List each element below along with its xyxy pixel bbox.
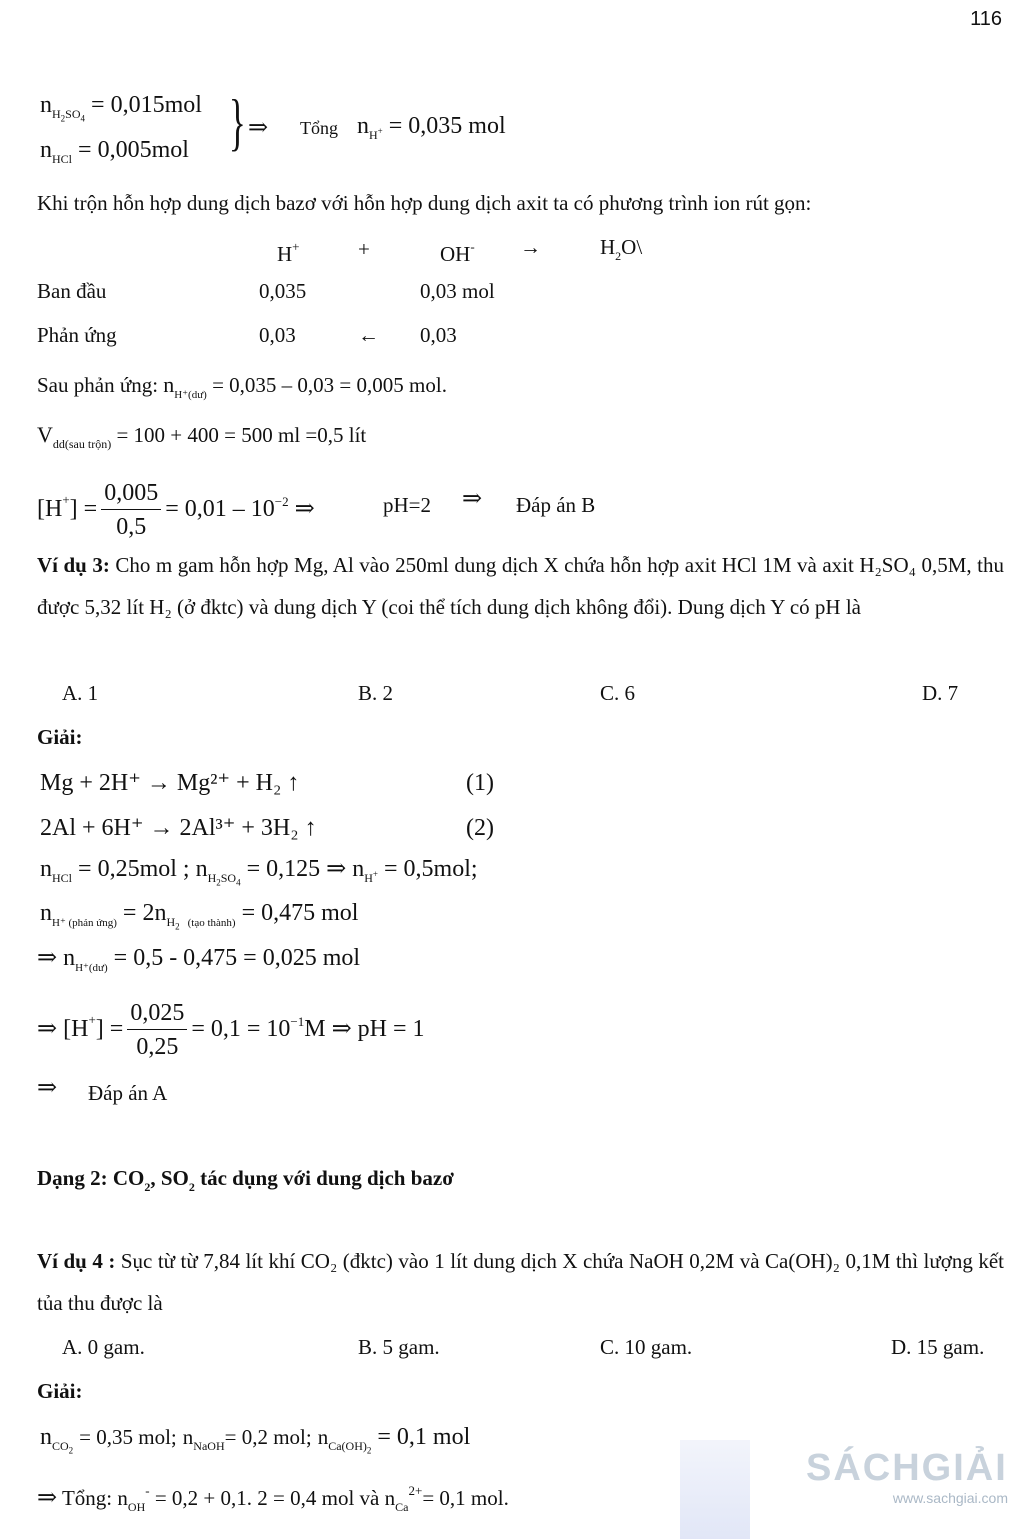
after-value: = 0,035 – 0,03 = 0,005 mol.: [212, 373, 447, 397]
eq-r2: 2Al + 6H⁺ → 2Al³⁺ + 3H₂ ↑: [40, 815, 317, 841]
row2-b: 0,03: [420, 323, 457, 347]
ex4-n-line: $n_{CO_2} = 0,35$ mol; $n_{NaOH}= 0,2$ mol; $n_{Ca(OH)_2} = 0,1$ mol: [40, 1424, 471, 1456]
eq-r3-b: 0,125: [266, 856, 321, 882]
eq-r1: Mg + 2H⁺ → Mg²⁺ + H₂ ↑: [40, 770, 300, 796]
reaction-arrow: →: [520, 235, 541, 259]
example4-text: [37, 1240, 1004, 1324]
example3-label: Ví dụ 3:: [37, 553, 110, 577]
ex4-option-a: A. 0 gam.: [62, 1335, 145, 1359]
eq-r5-value: = 0,5 - 0,475 = 0,025 mol: [113, 945, 361, 971]
eq-r6-exp: −1: [290, 1014, 305, 1029]
eq-r5-sub: H⁺(dư): [75, 962, 108, 974]
ex4-n-caoh: = 0,1 mol: [377, 1424, 471, 1450]
ph1-den: 0,5: [116, 514, 147, 541]
row2-arrow: ←: [358, 323, 379, 347]
eq-r6-num: 0,025: [127, 998, 187, 1030]
reaction-plus: +: [358, 237, 370, 261]
volume-line: $V_{dd(sau trộn)} = 100 + 400 = 500$ ml =0,5 lít: [37, 422, 367, 451]
row2-label: Phản ứng: [37, 323, 117, 347]
n-hcl-line: $n_{HCl} = 0,005mol$: [40, 137, 189, 166]
eq-r3-a: 0,25mol: [97, 856, 177, 882]
ph1-fraction: [101, 478, 161, 542]
water-h: H: [600, 235, 616, 259]
eq-r4-sub2: (tạo thành): [187, 917, 236, 929]
reaction-oh: OH-: [440, 239, 475, 266]
ph1-answer: Đáp án B: [516, 493, 596, 517]
n-h2so4-line: $n_{H_2SO_4} = 0,015mol$: [40, 92, 202, 124]
ex4-option-c: C. 10 gam.: [600, 1335, 693, 1359]
eq-r2-tag: (2): [466, 815, 494, 841]
ex3-option-d: D. 7: [922, 681, 959, 705]
watermark-brand: SÁCHGIẢI: [806, 1447, 1008, 1489]
ex4-solution-label: [37, 1378, 83, 1404]
total-h-line: $n_{H^+} = 0,035$ mol: [357, 113, 506, 142]
reaction-h-label: H: [277, 242, 293, 266]
volume-value: = 100 + 400 = 500 ml =0,5 lít: [116, 423, 367, 447]
reaction-oh-label: OH: [440, 242, 471, 266]
eq-r6-rhs: = 0,1 = 10: [191, 1016, 291, 1042]
eq-r6-tail: M ⇒ pH = 1: [304, 1016, 425, 1042]
eq-r3: $n_{HCl} = 0,25mol$ ; $n_{H_2SO_4} = 0,125$ ⇒ $n_{H^+} = 0,5mol$;: [40, 856, 478, 888]
implies-arrow: ⇒: [248, 115, 269, 141]
row1-label: Ban đầu: [37, 279, 107, 303]
n-h2so4-value: 0,015mol: [110, 92, 202, 118]
ex3-option-a: A. 1: [62, 681, 99, 705]
after-line: Sau phản ứng: $n_{H^+(dư)} = 0,035 - 0,03 = 0,005$ mol.: [37, 372, 447, 401]
example3-body: Cho m gam hỗn hợp Mg, Al vào 250ml dung dịch X chứa hỗn hợp axit HCl 1M và axit H₂SO₄ 0,5M, thu được 5,32 lít H₂ (ở đktc) và dung dịch Y (coi thể tích dung dịch không đổi). Dung dịch Y có pH là: [37, 553, 1004, 619]
page-number: 116: [970, 8, 1002, 30]
eq-r4-sub1: H⁺ (phản ứng): [52, 917, 117, 929]
ex4-n-co2: = 0,35 mol;: [79, 1425, 177, 1449]
eq-r6-den: 0,25: [136, 1034, 179, 1061]
ph1-implies: ⇒: [462, 486, 483, 512]
n-hcl-value: 0,005mol: [97, 137, 189, 163]
total-label: Tổng: [300, 118, 338, 138]
watermark-url: www.sachgiai.com: [892, 1490, 1008, 1506]
eq-r6: ⇒ [H+] = $\frac{0,025}{0,25}$ = $0,1 = 10^{-1}M$ ⇒ pH = 1: [37, 1000, 425, 1061]
eq-r6-fraction: [127, 998, 187, 1062]
section-heading: Dạng 2: $CO_2$, $SO_2$ tác dụng với dung dịch bazơ: [37, 1166, 454, 1194]
ex4-total-line: ⇒ Tổng: $n_{OH}^- = 0,2 + 0,1$. 2 = 0,4 mol và $n_{Ca}^{2+}= 0,1$ mol.: [37, 1483, 509, 1514]
volume-sub: dd(sau trộn): [52, 437, 112, 451]
watermark-decoration: [680, 1440, 750, 1539]
ph1-ph: pH=2: [383, 493, 432, 517]
water-tail: O\: [621, 235, 643, 259]
after-label: Sau phản ứng:: [37, 373, 159, 397]
ex4-solution-text: Giải:: [37, 1379, 83, 1403]
ex4-total-value: = 0,2 + 0,1. 2 = 0,4 mol và n: [154, 1486, 396, 1510]
ex4-option-b: B. 5 gam.: [358, 1335, 440, 1359]
ex4-option-d: D. 15 gam.: [891, 1335, 985, 1359]
after-sub: H⁺(dư): [174, 389, 207, 401]
row2-a: 0,03: [259, 323, 296, 347]
ex4-n-naoh: = 0,2 mol;: [224, 1425, 312, 1449]
ex3-solution-text: Giải:: [37, 725, 83, 749]
ex4-total-tail: = 0,1 mol.: [422, 1486, 509, 1510]
reaction-h: H+: [277, 239, 300, 266]
ex3-option-b: B. 2: [358, 681, 394, 705]
ph1-exp: −2: [274, 494, 289, 509]
total-h-value: = 0,035 mol: [388, 113, 506, 139]
eq-r4: $n_{H^+ (phản ứng)} = 2n_{H_2}$ $_{(tạo thành)}$ = 0,475 mol: [40, 900, 359, 932]
ph1-num: 0,005: [101, 478, 161, 510]
heading-part-c: tác dụng với dung dịch bazơ: [194, 1166, 454, 1190]
ph1-rhs: = 0,01 – 10: [165, 496, 275, 522]
ex3-option-c: C. 6: [600, 681, 636, 705]
eq-r5: ⇒ $n_{H^+(dư)} = 0,5 - 0,475 = 0,025$ mol: [37, 945, 361, 974]
example3-text: [37, 544, 1004, 628]
ex4-total-label: Tổng: n: [61, 1486, 128, 1510]
intro-text: Khi trộn hỗn hợp dung dịch bazơ với hỗn hợp dung dịch axit ta có phương trình ion rút gọn:: [37, 191, 812, 215]
watermark: [806, 1447, 1016, 1527]
ex3-solution-label: [37, 724, 83, 750]
heading-part-a: Dạng 2: CO: [37, 1166, 145, 1190]
eq-r1-tag: (1): [466, 770, 494, 796]
heading-part-b: , SO: [150, 1166, 189, 1190]
ph1-line: [H+] = $\frac{0,005}{0,5}$ = $0,01 - 10^{-2}$ ⇒: [37, 480, 315, 541]
example4-body: Sục từ từ 7,84 lít khí CO₂ (đktc) vào 1 lít dung dịch X chứa NaOH 0,2M và Ca(OH)₂ 0,1M thì lượng kết tủa thu được là: [37, 1249, 1005, 1315]
row1-a: 0,035: [259, 279, 307, 303]
eq-r4-value: = 0,475 mol: [241, 900, 359, 926]
eq-answer-arrow: ⇒: [37, 1075, 58, 1101]
eq-r3-c: 0,5mol;: [403, 856, 478, 882]
right-brace: }: [228, 86, 246, 157]
reaction-water: $H_2O\backslash$: [600, 235, 643, 263]
row1-b: 0,03 mol: [420, 279, 495, 303]
example4-label: Ví dụ 4 :: [37, 1249, 116, 1273]
eq-answer: Đáp án A: [88, 1081, 168, 1105]
